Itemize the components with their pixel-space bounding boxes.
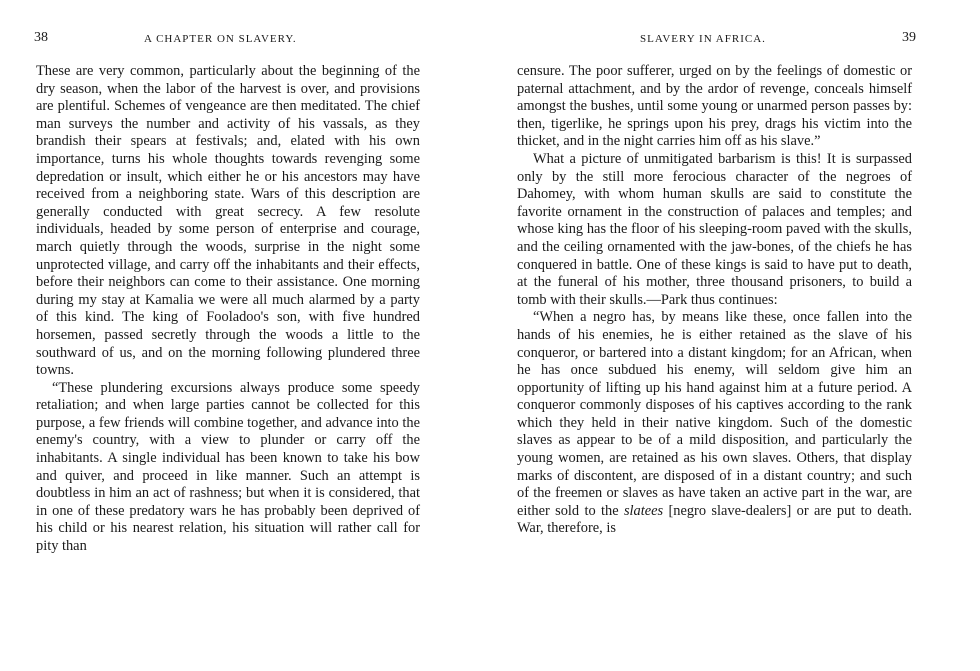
right-page bbox=[500, 0, 980, 671]
paragraph bbox=[517, 309, 912, 538]
left-running-title: A CHAPTER ON SLAVERY. bbox=[144, 33, 297, 45]
right-page-body bbox=[517, 63, 912, 538]
paragraph: What a picture of unmitigated barbarism is this! It is surpassed only by the still more ferocious character of the negroes of Dahomey, with whom human skulls are said to constitute the favorite ornament in the construction of palaces and temples; and whose king has the floor of his sleeping-room paved with the skulls, and the ceiling ornamented with the jaw-bones, of the chiefs he has conquered in battle. One of these kings is said to have put to death, at the funeral of his mother, three thousand prisoners, to build a tomb with their skulls.—Park thus continues: bbox=[517, 150, 912, 308]
paragraph: censure. The poor sufferer, urged on by the feelings of domestic or paternal attachment, and by the ardor of revenge, conceals himself amongst the bushes, until some young or unarmed person passes by: then, tigerlike, he springs upon his prey, drags his victim into the thicket, and in the night carries him off as his slave.” bbox=[517, 63, 912, 150]
paragraph: “These plundering excursions always produce some speedy retaliation; and when large parties cannot be collected for this purpose, a few friends will combine together, and advance into the enemy's country, with a view to plunder or carry off the inhabitants. A single individual has been known to take his bow and quiver, and proceed in like manner. Such an attempt is doubtless in him an act of rashness; but when it is considered, that in one of these predatory wars he has probably been deprived of his child or his nearest relation, his situation will rather call for pity than bbox=[36, 379, 420, 555]
right-page-header bbox=[516, 30, 916, 50]
left-page bbox=[0, 0, 480, 671]
left-page-body bbox=[36, 63, 420, 556]
italic-term: slatees bbox=[623, 502, 664, 519]
right-running-title: SLAVERY IN AFRICA. bbox=[640, 33, 766, 45]
left-page-number: 38 bbox=[34, 30, 48, 45]
left-page-header bbox=[34, 30, 424, 50]
paragraph: These are very common, particularly about the beginning of the dry season, when the labor of the harvest is over, and provisions are plentiful. Schemes of vengeance are then meditated. The chief man surveys the number and activity of his vassals, as they brandish their spears at festivals; and, elated with his own importance, turns his whole thoughts towards revenging some depredation or insult, which either he or his ancestors may have received from a neighboring state. Wars of this description are generally conducted with great secrecy. A few resolute individuals, headed by some person of enterprise and courage, march quietly through the woods, surprise in the night some unprotected village, and carry off the inhabitants and their effects, before their neighbors can come to their assistance. One morning during my stay at Kamalia we were all much alarmed by a party of this kind. The king of Fooladoo's son, with five hundred horsemen, passed secretly through the woods a little to the southward of us, and on the morning following plundered three towns. bbox=[36, 63, 420, 379]
paragraph-text: “When a negro has, by means like these, once fallen into the hands of his enemies, he is either retained as the slave of his conqueror, or bartered into a distant kingdom; for an African, when he has once subdued his enemy, will seldom give him an opportunity of lifting up his hand against him at a future period. A conqueror commonly disposes of his captives according to the rank which they held in their native kingdom. Such of the domestic slaves as appear to be of a mild disposition, and particularly the young women, are retained as his own slaves. Others, that display marks of discontent, are disposed of in a distant country; and such of the freemen or slaves as have taken an active part in the war, are either sold to the bbox=[517, 309, 912, 519]
paragraph-text: [negro slave-dealers] or are put to death. War, therefore, is bbox=[517, 502, 912, 537]
right-page-number: 39 bbox=[902, 30, 916, 45]
